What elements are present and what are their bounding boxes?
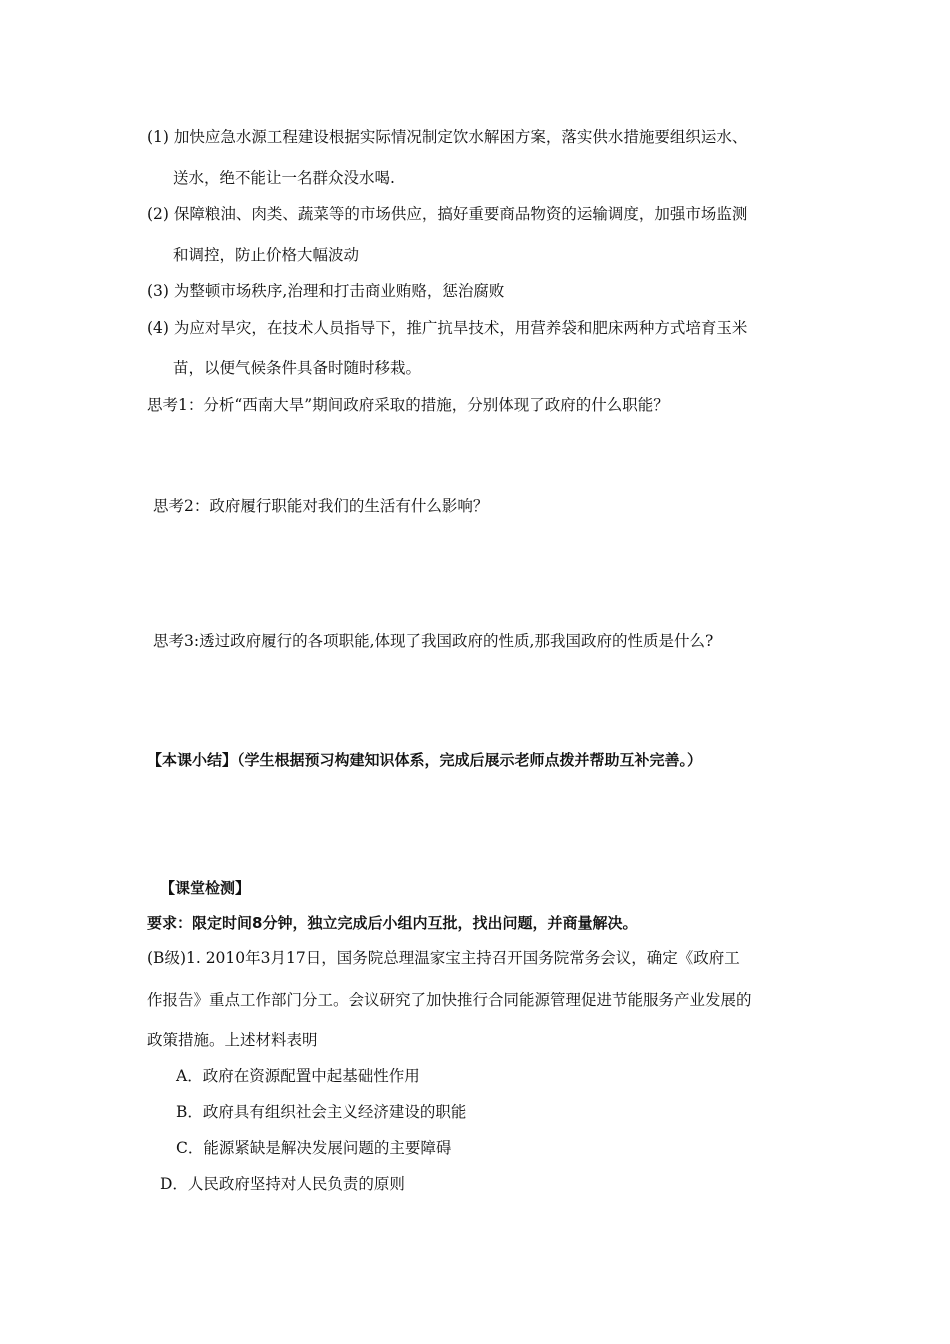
item-2-number: (2) [147, 205, 169, 223]
item-3-number: (3) [147, 282, 169, 300]
thinking-3: 思考3:透过政府履行的各项职能,体现了我国政府的性质,那我国政府的性质是什么? [153, 632, 714, 650]
item-2-line-2: 和调控，防止价格大幅波动 [173, 246, 360, 264]
item-4-text: 为应对旱灾，在技术人员指导下，推广抗旱技术，用营养袋和肥床两种方式培育玉米 [173, 319, 748, 337]
thinking-2: 思考2：政府履行职能对我们的生活有什么影响？ [153, 497, 489, 515]
option-c: C．能源紧缺是解决发展问题的主要障碍 [176, 1139, 452, 1157]
item-1-number: (1) [147, 128, 169, 146]
option-d: D．人民政府坚持对人民负责的原则 [160, 1175, 405, 1193]
item-2-text: 保障粮油、肉类、蔬菜等的市场供应，搞好重要商品物资的运输调度，加强市场监测 [173, 205, 748, 223]
question-line-3: 政策措施。上述材料表明 [147, 1031, 318, 1049]
option-a: A．政府在资源配置中起基础性作用 [176, 1067, 420, 1085]
lesson-summary-heading: 【本课小结】（学生根据预习构建知识体系，完成后展示老师点拨并帮助互补完善。） [147, 751, 703, 769]
option-b: B．政府具有组织社会主义经济建设的职能 [176, 1103, 467, 1121]
item-1-line-1 [147, 127, 747, 147]
item-1-line-2: 送水，绝不能让一名群众没水喝. [173, 169, 395, 187]
item-4-line-2: 苗，以便气候条件具备时随时移栽。 [173, 359, 422, 377]
thinking-1: 思考1：分析“西南大旱”期间政府采取的措施，分别体现了政府的什么职能？ [147, 396, 669, 414]
requirement-text: 要求：限定时间8分钟，独立完成后小组内互批，找出问题，并商量解决。 [147, 914, 638, 932]
item-4-number: (4) [147, 319, 169, 337]
item-4-line-1 [147, 318, 747, 338]
item-3-line-1 [147, 281, 504, 301]
class-check-heading: 【课堂检测】 [160, 879, 251, 897]
question-line-1: (B级)1. 2010年3月17日，国务院总理温家宝主持召开国务院常务会议，确定《政府工 [147, 949, 740, 967]
item-3-text: 为整顿市场秩序,治理和打击商业贿赂，惩治腐败 [173, 282, 505, 300]
item-1-text: 加快应急水源工程建设根据实际情况制定饮水解困方案，落实供水措施要组织运水、 [173, 128, 748, 146]
item-2-line-1 [147, 204, 747, 224]
question-line-2: 作报告》重点工作部门分工。会议研究了加快推行合同能源管理促进节能服务产业发展的 [147, 991, 752, 1009]
